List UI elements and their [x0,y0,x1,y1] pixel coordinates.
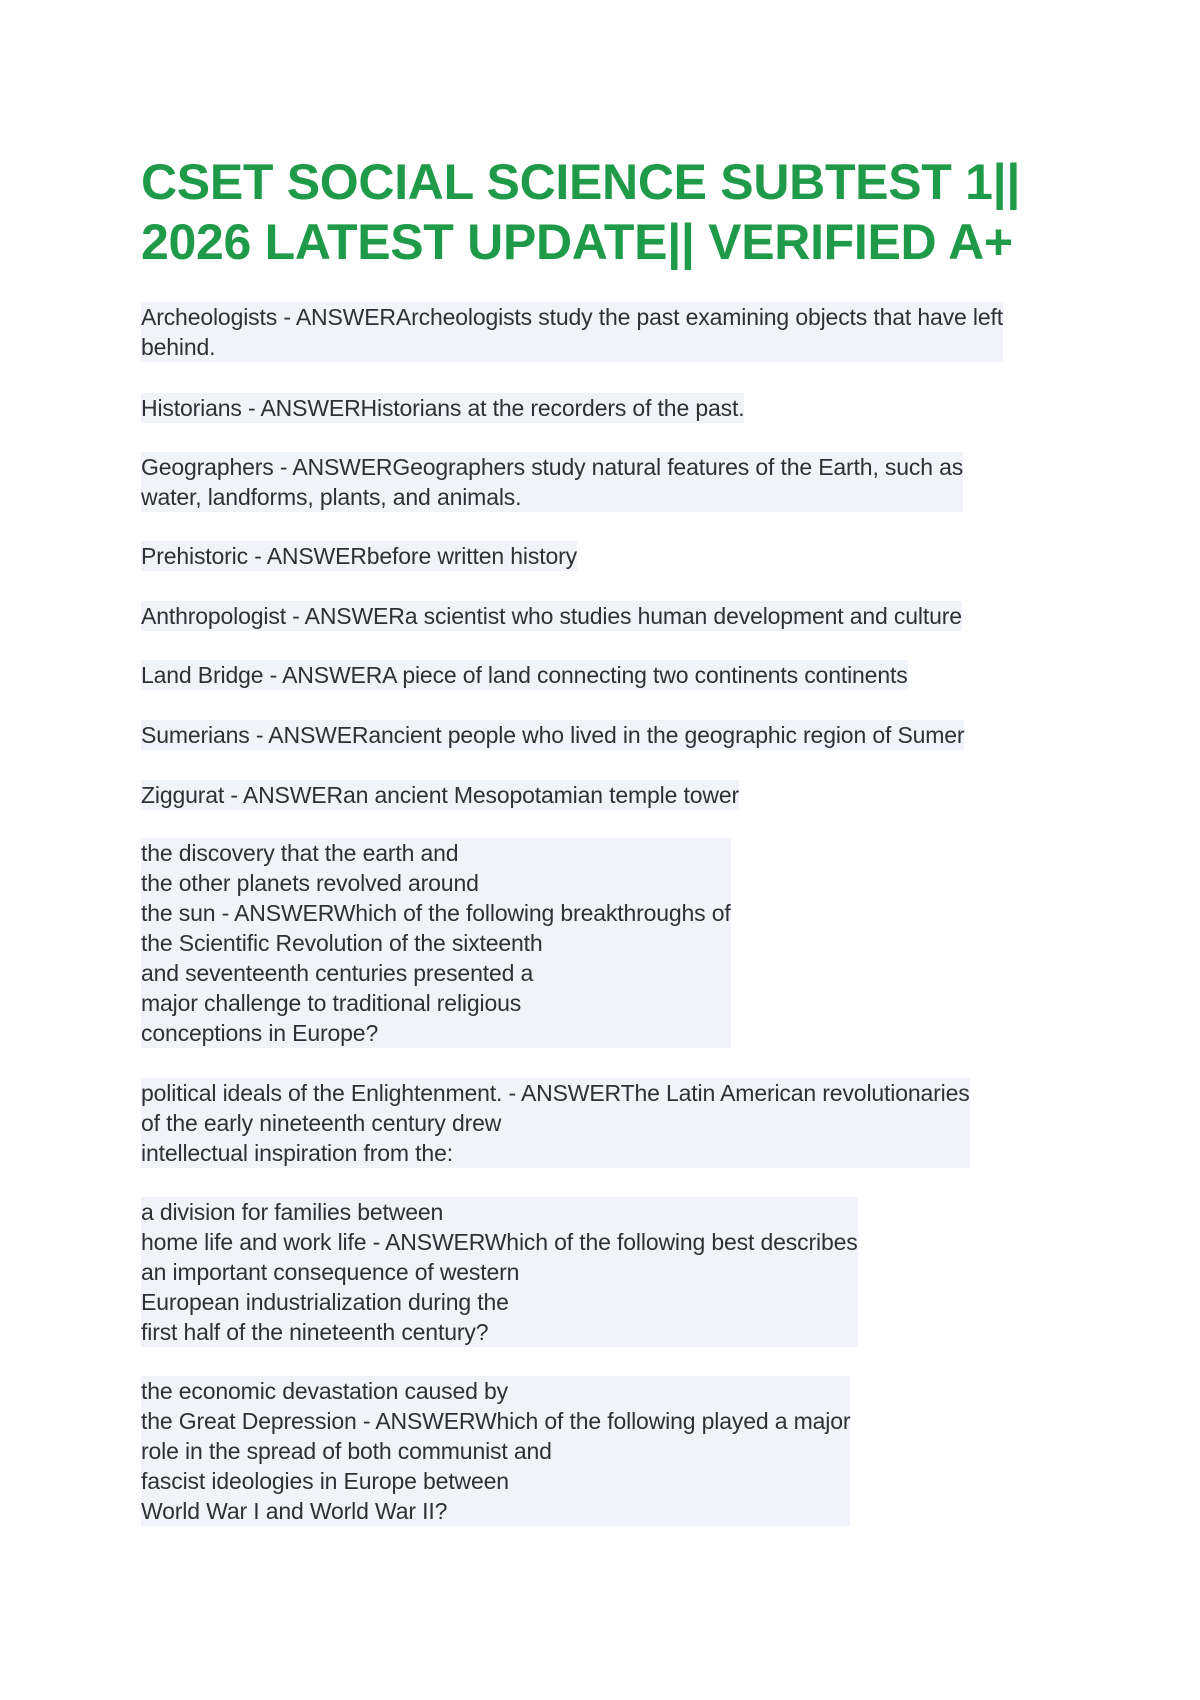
entry-line: first half of the nineteenth century? [141,1317,858,1347]
entry-line: Prehistoric - ANSWERbefore written history [141,543,577,569]
qa-entry-sumerians [141,720,964,750]
entry-line: Ziggurat - ANSWERan ancient Mesopotamian temple tower [141,782,739,808]
entry-line: Historians - ANSWERHistorians at the recorders of the past. [141,395,745,421]
entry-line: the other planets revolved around [141,868,731,898]
qa-entry-anthropologist [141,601,962,631]
entry-line: World War I and World War II? [141,1496,850,1526]
entry-line: the sun - ANSWERWhich of the following breakthroughs of [141,900,731,926]
entry-line: political ideals of the Enlightenment. - ANSWERThe Latin American revolutionaries [141,1080,970,1106]
entry-line: the discovery that the earth and [141,838,731,868]
qa-entry-geographers [141,452,963,512]
entry-line: Land Bridge - ANSWERA piece of land connecting two continents continents [141,662,908,688]
entry-line: conceptions in Europe? [141,1018,731,1048]
qa-entry-industrialization [141,1197,858,1347]
entry-line: Sumerians - ANSWERancient people who lived in the geographic region of Sumer [141,722,965,748]
entry-line: Archeologists - ANSWERArcheologists study the past examining objects that have left [141,304,1003,330]
entry-line: Geographers - ANSWERGeographers study natural features of the Earth, such as [141,454,964,480]
qa-entry-enlightenment [141,1078,970,1168]
entry-line: home life and work life - ANSWERWhich of the following best describes [141,1229,858,1255]
qa-entry-scientific-revolution [141,838,731,1048]
entry-line: behind. [141,332,1003,362]
entry-line: role in the spread of both communist and [141,1436,850,1466]
entry-line: Anthropologist - ANSWERa scientist who studies human development and culture [141,603,962,629]
qa-entry-great-depression [141,1376,850,1526]
entry-line: intellectual inspiration from the: [141,1138,970,1168]
entry-line: major challenge to traditional religious [141,988,731,1018]
qa-entry-historians [141,393,744,423]
qa-entry-prehistoric [141,541,577,571]
entry-line: the Scientific Revolution of the sixteenth [141,928,731,958]
entry-line: European industrialization during the [141,1287,858,1317]
qa-entry-land-bridge [141,660,908,690]
title-line: CSET SOCIAL SCIENCE SUBTEST 1|| [141,154,1021,210]
qa-entry-ziggurat [141,780,739,810]
entry-line: of the early nineteenth century drew [141,1108,970,1138]
entry-line: the economic devastation caused by [141,1376,850,1406]
entry-line: water, landforms, plants, and animals. [141,482,963,512]
entry-line: an important consequence of western [141,1257,858,1287]
entry-line: the Great Depression - ANSWERWhich of the following played a major [141,1408,851,1434]
qa-entry-archeologists [141,302,1003,362]
entry-line: and seventeenth centuries presented a [141,958,731,988]
entry-line: a division for families between [141,1197,858,1227]
title-line: 2026 LATEST UPDATE|| VERIFIED A+ [141,214,1013,270]
entry-line: fascist ideologies in Europe between [141,1466,850,1496]
document-title [141,152,1101,272]
